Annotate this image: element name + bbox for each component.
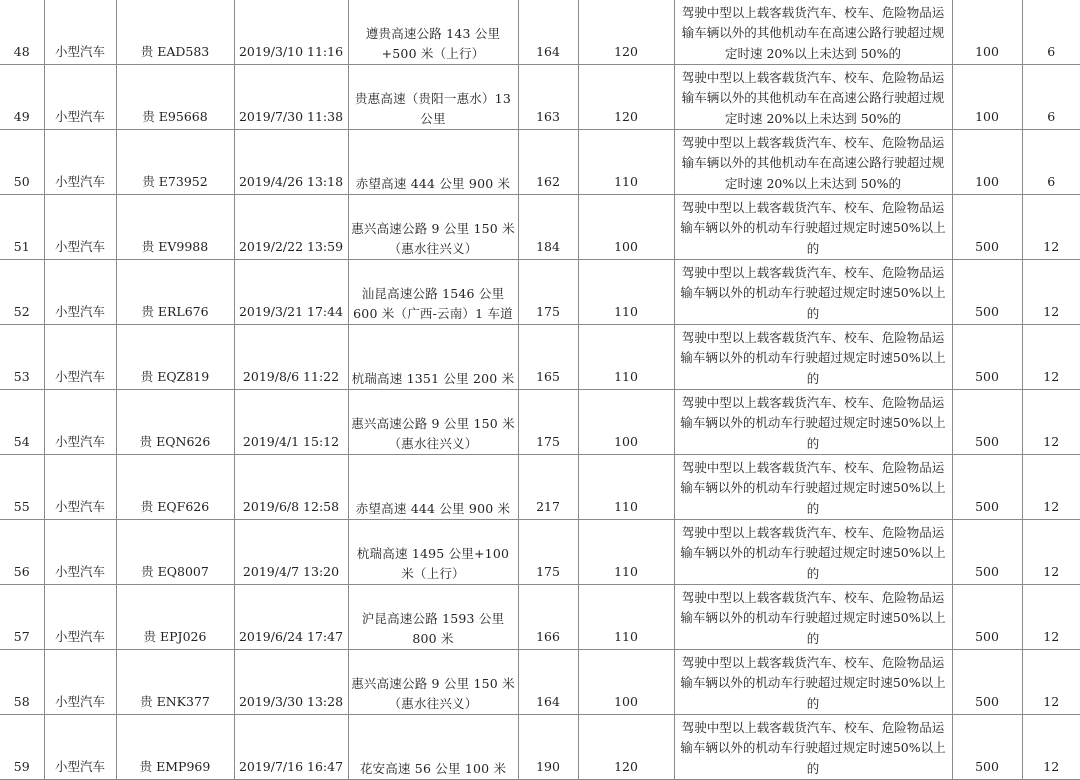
violation-location (348, 130, 518, 195)
penalty-points: 12 (1022, 520, 1080, 585)
fine-amount: 100 (952, 0, 1022, 65)
table-row (0, 455, 1080, 520)
vehicle-type: 小型汽车 (44, 0, 116, 65)
table-row (0, 585, 1080, 650)
plate-number: 贵 EAD583 (116, 0, 234, 65)
fine-amount: 100 (952, 65, 1022, 130)
vehicle-type: 小型汽车 (44, 585, 116, 650)
row-number: 52 (0, 260, 44, 325)
row-number: 50 (0, 130, 44, 195)
violation-time: 2019/3/10 11:16 (234, 0, 348, 65)
location-text: 杭瑞高速 1351 公里 200 米 (351, 371, 515, 386)
violation-description (674, 455, 952, 520)
speed-limit: 100 (578, 195, 674, 260)
penalty-points: 12 (1022, 260, 1080, 325)
description-text: 驾驶中型以上载客载货汽车、校车、危险物品运输车辆以外的机动车行驶超过规定时速50%以上的 (680, 459, 946, 516)
description-text: 驾驶中型以上载客载货汽车、校车、危险物品运输车辆以外的其他机动车在高速公路行驶超过规定时速 20%以上未达到 50%的 (681, 134, 945, 191)
location-text: 赤望高速 444 公里 900 米 (355, 501, 511, 516)
penalty-points: 12 (1022, 650, 1080, 715)
vehicle-type: 小型汽车 (44, 650, 116, 715)
location-text: 惠兴高速公路 9 公里 150 米（惠水往兴义） (351, 676, 515, 711)
fine-amount: 500 (952, 260, 1022, 325)
measured-speed: 175 (518, 520, 578, 585)
fine-amount: 500 (952, 455, 1022, 520)
vehicle-type: 小型汽车 (44, 260, 116, 325)
measured-speed: 175 (518, 390, 578, 455)
fine-amount: 500 (952, 715, 1022, 780)
violation-location (348, 715, 518, 780)
description-text: 驾驶中型以上载客载货汽车、校车、危险物品运输车辆以外的机动车行驶超过规定时速50%以上的 (680, 654, 946, 711)
violation-description (674, 585, 952, 650)
description-text: 驾驶中型以上载客载货汽车、校车、危险物品运输车辆以外的机动车行驶超过规定时速50%以上的 (680, 264, 946, 321)
location-text: 杭瑞高速 1495 公里+100 米（上行） (356, 546, 510, 581)
plate-number: 贵 E73952 (116, 130, 234, 195)
vehicle-type: 小型汽车 (44, 390, 116, 455)
plate-number: 贵 E95668 (116, 65, 234, 130)
violation-description (674, 130, 952, 195)
violation-location (348, 520, 518, 585)
violation-description (674, 650, 952, 715)
violation-location (348, 195, 518, 260)
fine-amount: 500 (952, 585, 1022, 650)
violation-time: 2019/4/1 15:12 (234, 390, 348, 455)
speed-limit: 100 (578, 650, 674, 715)
plate-number: 贵 EQN626 (116, 390, 234, 455)
measured-speed: 164 (518, 0, 578, 65)
penalty-points: 6 (1022, 130, 1080, 195)
speed-limit: 110 (578, 585, 674, 650)
table-row (0, 195, 1080, 260)
penalty-points: 12 (1022, 390, 1080, 455)
violation-location (348, 65, 518, 130)
measured-speed: 175 (518, 260, 578, 325)
violation-location (348, 0, 518, 65)
violation-location (348, 390, 518, 455)
location-text: 贵惠高速（贵阳一惠水）13 公里 (354, 91, 511, 126)
measured-speed: 162 (518, 130, 578, 195)
description-text: 驾驶中型以上载客载货汽车、校车、危险物品运输车辆以外的机动车行驶超过规定时速50%以上的 (680, 329, 946, 386)
plate-number: 贵 EPJ026 (116, 585, 234, 650)
speed-limit: 110 (578, 325, 674, 390)
plate-number: 贵 ENK377 (116, 650, 234, 715)
vehicle-type: 小型汽车 (44, 195, 116, 260)
row-number: 56 (0, 520, 44, 585)
penalty-points: 6 (1022, 0, 1080, 65)
vehicle-type: 小型汽车 (44, 520, 116, 585)
fine-amount: 500 (952, 390, 1022, 455)
penalty-points: 6 (1022, 65, 1080, 130)
table-row (0, 650, 1080, 715)
violation-time: 2019/7/30 11:38 (234, 65, 348, 130)
measured-speed: 217 (518, 455, 578, 520)
description-text: 驾驶中型以上载客载货汽车、校车、危险物品运输车辆以外的机动车行驶超过规定时速50%以上的 (680, 719, 946, 776)
violation-time: 2019/4/7 13:20 (234, 520, 348, 585)
plate-number: 贵 ERL676 (116, 260, 234, 325)
location-text: 赤望高速 444 公里 900 米 (355, 176, 511, 191)
violation-location (348, 260, 518, 325)
location-text: 沪昆高速公路 1593 公里 800 米 (361, 611, 505, 646)
fine-amount: 500 (952, 520, 1022, 585)
penalty-points: 12 (1022, 195, 1080, 260)
violation-description (674, 65, 952, 130)
violation-time: 2019/3/21 17:44 (234, 260, 348, 325)
row-number: 54 (0, 390, 44, 455)
violation-location (348, 585, 518, 650)
violation-description (674, 715, 952, 780)
plate-number: 贵 EQZ819 (116, 325, 234, 390)
plate-number: 贵 EQF626 (116, 455, 234, 520)
violation-description (674, 195, 952, 260)
vehicle-type: 小型汽车 (44, 325, 116, 390)
table-row (0, 260, 1080, 325)
plate-number: 贵 EMP969 (116, 715, 234, 780)
speed-limit: 110 (578, 260, 674, 325)
row-number: 49 (0, 65, 44, 130)
plate-number: 贵 EV9988 (116, 195, 234, 260)
description-text: 驾驶中型以上载客载货汽车、校车、危险物品运输车辆以外的机动车行驶超过规定时速50%以上的 (680, 524, 946, 581)
table-row (0, 0, 1080, 65)
violation-time: 2019/3/30 13:28 (234, 650, 348, 715)
description-text: 驾驶中型以上载客载货汽车、校车、危险物品运输车辆以外的机动车行驶超过规定时速50%以上的 (680, 394, 946, 451)
penalty-points: 12 (1022, 585, 1080, 650)
measured-speed: 164 (518, 650, 578, 715)
location-text: 花安高速 56 公里 100 米 (359, 761, 507, 776)
table-row (0, 715, 1080, 780)
fine-amount: 500 (952, 650, 1022, 715)
vehicle-type: 小型汽车 (44, 130, 116, 195)
location-text: 遵贵高速公路 143 公里+500 米（上行） (365, 26, 501, 61)
measured-speed: 163 (518, 65, 578, 130)
violation-time: 2019/7/16 16:47 (234, 715, 348, 780)
speed-limit: 110 (578, 520, 674, 585)
violation-description (674, 520, 952, 585)
fine-amount: 500 (952, 195, 1022, 260)
row-number: 53 (0, 325, 44, 390)
violation-time: 2019/6/24 17:47 (234, 585, 348, 650)
description-text: 驾驶中型以上载客载货汽车、校车、危险物品运输车辆以外的机动车行驶超过规定时速50%以上的 (680, 589, 946, 646)
row-number: 59 (0, 715, 44, 780)
violation-time: 2019/6/8 12:58 (234, 455, 348, 520)
violation-time: 2019/8/6 11:22 (234, 325, 348, 390)
location-text: 汕昆高速公路 1546 公里 600 米（广西-云南）1 车道 (353, 286, 513, 321)
speed-limit: 120 (578, 0, 674, 65)
fine-amount: 100 (952, 130, 1022, 195)
plate-number: 贵 EQ8007 (116, 520, 234, 585)
table-row (0, 65, 1080, 130)
vehicle-type: 小型汽车 (44, 455, 116, 520)
vehicle-type: 小型汽车 (44, 715, 116, 780)
speed-limit: 110 (578, 130, 674, 195)
location-text: 惠兴高速公路 9 公里 150 米（惠水往兴义） (351, 221, 515, 256)
row-number: 58 (0, 650, 44, 715)
violation-description (674, 325, 952, 390)
row-number: 48 (0, 0, 44, 65)
vehicle-type: 小型汽车 (44, 65, 116, 130)
table-row (0, 130, 1080, 195)
location-text: 惠兴高速公路 9 公里 150 米（惠水往兴义） (351, 416, 515, 451)
violation-location (348, 455, 518, 520)
penalty-points: 12 (1022, 455, 1080, 520)
speed-limit: 110 (578, 455, 674, 520)
table-row (0, 390, 1080, 455)
violation-time: 2019/4/26 13:18 (234, 130, 348, 195)
description-text: 驾驶中型以上载客载货汽车、校车、危险物品运输车辆以外的其他机动车在高速公路行驶超过规定时速 20%以上未达到 50%的 (681, 69, 945, 126)
violation-location (348, 325, 518, 390)
table-row (0, 325, 1080, 390)
violation-description (674, 0, 952, 65)
penalty-points: 12 (1022, 715, 1080, 780)
description-text: 驾驶中型以上载客载货汽车、校车、危险物品运输车辆以外的其他机动车在高速公路行驶超过规定时速 20%以上未达到 50%的 (681, 4, 945, 61)
violation-location (348, 650, 518, 715)
speed-limit: 120 (578, 65, 674, 130)
violation-description (674, 260, 952, 325)
speed-limit: 100 (578, 390, 674, 455)
measured-speed: 190 (518, 715, 578, 780)
row-number: 51 (0, 195, 44, 260)
violation-description (674, 390, 952, 455)
violation-time: 2019/2/22 13:59 (234, 195, 348, 260)
row-number: 57 (0, 585, 44, 650)
fine-amount: 500 (952, 325, 1022, 390)
penalty-points: 12 (1022, 325, 1080, 390)
measured-speed: 165 (518, 325, 578, 390)
row-number: 55 (0, 455, 44, 520)
speed-limit: 120 (578, 715, 674, 780)
measured-speed: 166 (518, 585, 578, 650)
table-row (0, 520, 1080, 585)
measured-speed: 184 (518, 195, 578, 260)
description-text: 驾驶中型以上载客载货汽车、校车、危险物品运输车辆以外的机动车行驶超过规定时速50%以上的 (680, 199, 946, 256)
